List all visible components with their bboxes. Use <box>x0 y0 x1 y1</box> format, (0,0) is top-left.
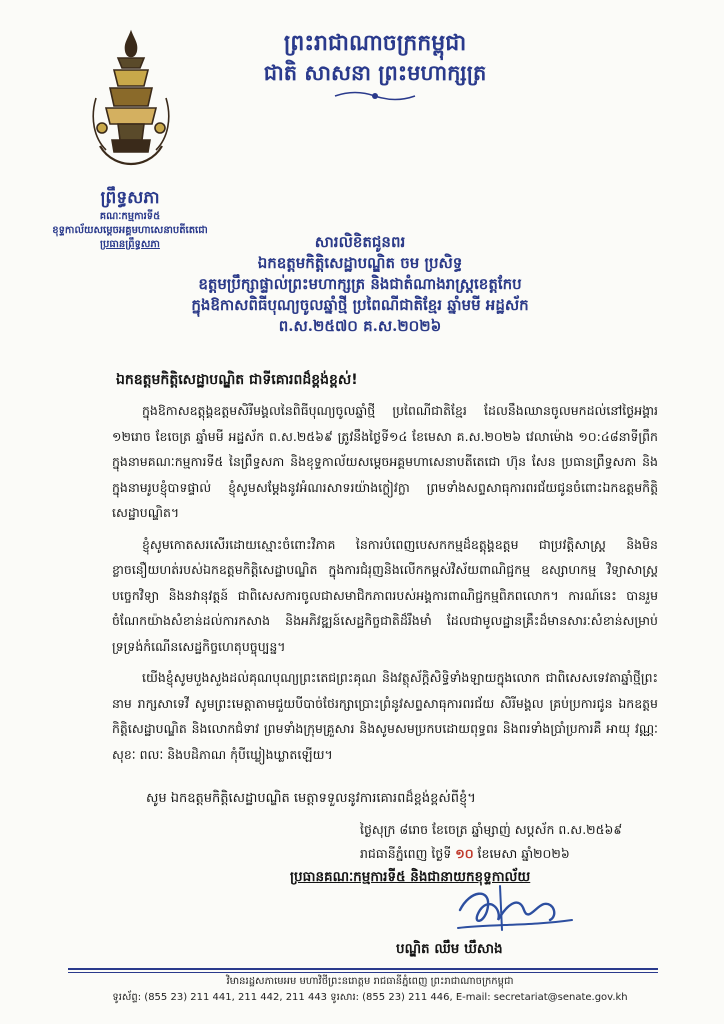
place-date-prefix: រាជធានីភ្នំពេញ ថ្ងៃទី <box>360 846 452 861</box>
place-date <box>360 842 660 866</box>
signatory-title: ប្រធានគណៈកម្មការទី៥ និងជានាយកខុទ្ទកាល័យ <box>290 869 531 885</box>
senate-emblem-icon <box>88 28 174 168</box>
kingdom-title: ព្រះរាជាណាចក្រកម្ពុជា <box>283 30 467 56</box>
day-number: ១០ <box>455 846 474 861</box>
footer-divider-thin <box>68 972 658 973</box>
title-line-2: ឯកឧត្ដមកិត្តិសេដ្ឋាបណ្ឌិត ចម ប្រសិទ្ធ <box>257 254 463 272</box>
president-title: ប្រធានព្រឹទ្ធសភា <box>100 239 160 250</box>
title-line-4: ក្នុងឱកាសពិធីបុណ្យចូលឆ្នាំថ្មី ប្រពៃណីជាតិខ្មែរ ឆ្នាំមមី អដ្ឋស័ក <box>191 296 529 314</box>
signature-icon <box>440 880 590 936</box>
title-line-1: សារលិខិតជូនពរ <box>314 233 406 251</box>
title-line-5: ព.ស.២៥៧០ គ.ស.២០២៦ <box>278 317 442 335</box>
senate-name: ព្រឹទ្ធសភា <box>100 188 160 208</box>
letter-title <box>100 232 620 337</box>
place-date-suffix: ខែមេសា ឆ្នាំ២០២៦ <box>477 846 570 861</box>
date-block <box>360 818 660 866</box>
body-paragraph-2: ខ្ញុំសូមកោតសរសើរដោយស្មោះចំពោះវិភាគ នៃការបំពេញបេសកកម្មដ៏ឧត្ដុង្គឧត្ដម ជាប្រវត្តិសាស្ត្រ និងមិនខ្លាចនឿយហត់របស់ឯកឧត្ដមកិត្តិសេដ្ឋាបណ្ឌិត ក្នុងការជំរុញនិងលើកកម្ពស់វិស័យពាណិជ្ជកម្ម ឧស្សាហកម្ម វិទ្យាសាស្ត្រ បច្ចេកវិទ្យា និងនវានុវត្តន៍ ជាពិសេសការចូលជាសមាជិកភាពរបស់អង្គការពាណិជ្ជកម្មពិភពលោក។ ការណ៍នេះ បានរួមចំណែកយ៉ាងសំខាន់ដល់ការកសាង និងអភិវឌ្ឍន៍សេដ្ឋកិច្ចជាតិដ៏រឹងមាំ ដែលជាមូលដ្ឋានគ្រឹះដ៏មានសារៈសំខាន់សម្រាប់ទ្រទ្រង់កំណើនសេដ្ឋកិច្ចហេតុបច្ចុប្បន្ន។ <box>112 536 658 654</box>
footer-divider <box>68 968 658 970</box>
closing-line: សូម ឯកឧត្ដមកិត្តិសេដ្ឋាបណ្ឌិត មេត្តាទទួលនូវការគោរពដ៏ខ្ពង់ខ្ពស់ពីខ្ញុំ។ <box>146 791 476 806</box>
body-paragraph-1: ក្នុងឱកាសឧត្ដុង្គឧត្ដមសិរីមង្គលនៃពិធីបុណ្យចូលឆ្នាំថ្មី ប្រពៃណីជាតិខ្មែរ ដែលនឹងឈានចូលមកដល់នៅថ្ងៃអង្គារ ១២រោច ខែចេត្រ ឆ្នាំមមី អដ្ឋស័ក ព.ស.២៥៦៩ ត្រូវនឹងថ្ងៃទី១៤ ខែមេសា គ.ស.២០២៦ វេលាម៉ោង ១០:៤៨នាទីព្រឹក ក្នុងនាមគណៈកម្មការទី៥ នៃព្រឹទ្ធសភា និងខុទ្ទកាល័យសម្ដេចអគ្គមហាសេនាបតីតេជោ ហ៊ុន សែន ប្រធានព្រឹទ្ធសភា និងក្នុងនាមរូបខ្ញុំបាទផ្ទាល់ ខ្ញុំសូមសម្ដែងនូវអំណរសាទរយ៉ាងក្លៀវក្លា ព្រមទាំងសព្ទសាធុការពរជ័យជូនចំពោះឯកឧត្ដមកិត្តិសេដ្ឋាបណ្ឌិត។ <box>112 403 658 520</box>
ornament-divider-icon <box>330 89 420 103</box>
salutation: ឯកឧត្ដមកិត្តិសេដ្ឋាបណ្ឌិត ជាទីគោរពដ៏ខ្ពង់ខ្ពស់! <box>116 372 358 388</box>
signer-name: បណ្ឌិត ឈឹម ឃឹសាង <box>396 941 503 957</box>
commission-name: គណៈកម្មការទី៥ <box>99 211 161 222</box>
footer-contact: ទូរស័ព្ទ: (855 23) 211 441, 211 442, 211 443 ទូរសារ: (855 23) 211 446, E-mail: secretariat@senate.gov.kh <box>112 992 628 1003</box>
footer <box>60 974 680 1006</box>
national-motto: ជាតិ សាសនា ព្រះមហាក្សត្រ <box>263 60 487 85</box>
kingdom-header <box>230 28 520 107</box>
lunar-date: ថ្ងៃសុក្រ ៨រោច ខែចេត្រ ឆ្នាំម្សាញ់ សប្តស័ក ព.ស.២៥៦៩ <box>360 822 623 837</box>
letter-body <box>112 398 658 773</box>
body-paragraph-3: យើងខ្ញុំសូមបួងសួងដល់គុណបុណ្យព្រះតេជព្រះគុណ និងវត្ថុស័ក្តិសិទ្ធិទាំងឡាយក្នុងលោក ជាពិសេសទេវតាឆ្នាំថ្មីព្រះនាម រាក្សសាទេវី សូមព្រះមេត្តាតាមជួយបីបាច់ថែរក្សាប្រោះព្រំនូវសព្ទសាធុការពរជ័យ សិរីមង្គល គ្រប់ប្រការជូន ឯកឧត្ដមកិត្តិសេដ្ឋាបណ្ឌិត និងលោកជំទាវ ព្រមទាំងក្រុមគ្រួសារ និងសូមសមប្រកបដោយពុទ្ធពរ និងពរទាំងប្រាំប្រការគឺ អាយុ វណ្ណៈ សុខៈ ពលៈ និងបដិភាណ កុំបីឃ្លៀងឃ្លាតឡើយ។ <box>112 670 658 762</box>
footer-address: វិមានរដ្ឋសភាមេអម មហាវិថីព្រះនរោត្តម រាជធានីភ្នំពេញ ព្រះរាជាណាចក្រកម្ពុជា <box>226 976 514 987</box>
title-line-3: ឧត្ដមប្រឹក្សាផ្ទាល់ព្រះមហាក្សត្រ និងជាតំណាងរាស្ត្រខេត្តកែប <box>198 275 522 293</box>
cabinet-name: ខុទ្ទកាល័យសម្ដេចអគ្គមហាសេនាបតីតេជោ <box>52 225 208 236</box>
